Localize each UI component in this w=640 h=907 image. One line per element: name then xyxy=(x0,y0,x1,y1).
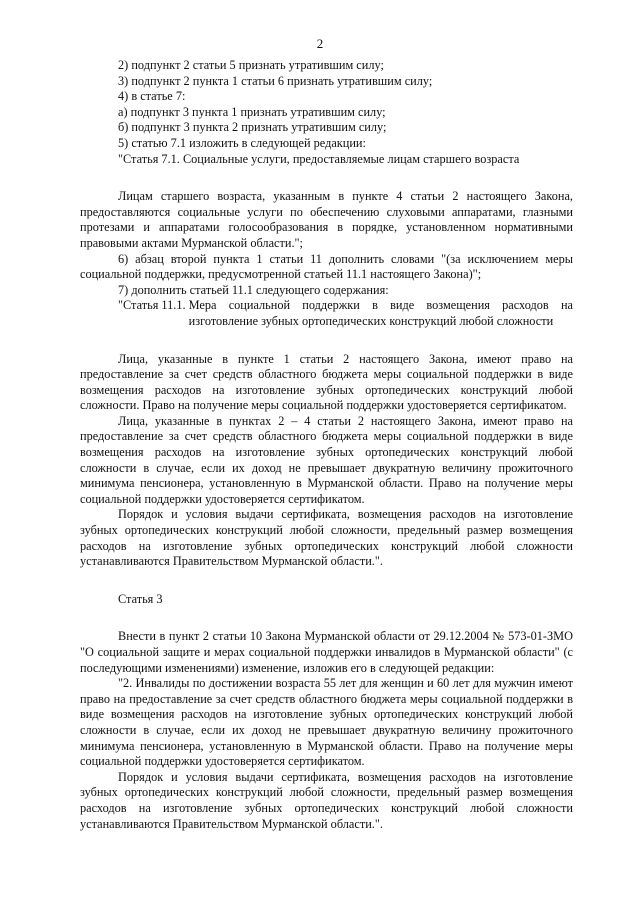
list-item: 4) в статье 7: xyxy=(118,89,186,104)
paragraph-certificate-order: Порядок и условия выдачи сертификата, возмещения расходов на изготовление зубных ортопедических конструкций любой сложности, предельный размер возмещения расходов на изготовление зубных ортопедических конструкций любой сложности устанавливаются Правительством Мурманской области.". xyxy=(80,507,573,569)
page-number: 2 xyxy=(316,36,324,51)
list-item: 5) статью 7.1 изложить в следующей редакции: xyxy=(118,135,366,150)
list-item: б) подпункт 3 пункта 2 признать утратившим силу; xyxy=(118,120,387,135)
spacer xyxy=(80,570,573,592)
article-3-heading: Статья 3 xyxy=(118,591,163,606)
article-11-1-number: "Статья 11.1. xyxy=(118,298,189,313)
document-body xyxy=(80,58,573,832)
paragraph-elderly-services: Лицам старшего возраста, указанным в пункте 4 статьи 2 настоящего Закона, предоставляются социальные услуги по обеспечению слуховыми аппаратами, глазными протезами и аппаратами голосообразования в порядке, установленном нормативными правовыми актами Мурманской области."; xyxy=(80,189,573,250)
paragraph-disabled-persons: "2. Инвалиды по достижении возраста 55 лет для женщин и 60 лет для мужчин имеют право на предоставление за счет средств областного бюджета меры социальной поддержки в виде возмещения расходов на изготовление зубных ортопедических конструкций любой сложности в случае, если их доход не превышает двукратную величину прожиточного минимума пенсионера, установленную в Мурманской области. Право на получение меры социальной поддержки удостоверяется сертификатом. xyxy=(80,676,573,769)
list-item: 2) подпункт 2 статьи 5 признать утратившим силу; xyxy=(118,58,384,72)
list-item: 7) дополнить статьей 11.1 следующего содержания: xyxy=(118,282,389,297)
list-item: 6) абзац второй пункта 1 статьи 11 дополнить словами "(за исключением меры социальной поддержки, предусмотренной статьей 11.1 настоящего Закона)"; xyxy=(80,251,573,282)
article-7-1-title: "Статья 7.1. Социальные услуги, предоставляемые лицам старшего возраста xyxy=(118,151,520,166)
spacer xyxy=(80,167,573,189)
paragraph-right-points-2-4: Лица, указанные в пунктах 2 – 4 статьи 2 настоящего Закона, имеют право на предоставление за счет средств областного бюджета меры социальной поддержки в виде возмещения расходов на изготовление зубных ортопедических конструкций любой сложности в случае, если их доход не превышает двукратную величину прожиточного минимума пенсионера, установленную в Мурманской области. Право на получение меры социальной поддержки удостоверяется сертификатом. xyxy=(80,413,573,506)
article-11-1-title: Мера социальной поддержки в виде возмещения расходов на изготовление зубных ортопедических конструкций любой сложности xyxy=(188,298,573,328)
paragraph-certificate-order-2: Порядок и условия выдачи сертификата, возмещения расходов на изготовление зубных ортопедических конструкций любой сложности, предельный размер возмещения расходов на изготовление зубных ортопедических конструкций любой сложности устанавливаются Правительством Мурманской области.". xyxy=(80,769,573,831)
spacer xyxy=(80,330,573,352)
paragraph-right-point-1: Лица, указанные в пункте 1 статьи 2 настоящего Закона, имеют право на предоставление за счет средств областного бюджета меры социальной поддержки в виде возмещения расходов на изготовление зубных ортопедических конструкций любой сложности. Право на получение меры социальной поддержки удостоверяется сертификатом. xyxy=(80,351,573,413)
paragraph-amendment-intro: Внести в пункт 2 статьи 10 Закона Мурманской области от 29.12.2004 № 573-01-ЗМО "О социальной защите и мерах социальной поддержки инвалидов в Мурманской области" (с последующими изменениями) изменение, изложив его в следующей редакции: xyxy=(80,629,573,675)
spacer xyxy=(80,607,573,629)
list-item: 3) подпункт 2 пункта 1 статьи 6 признать утратившим силу; xyxy=(118,73,433,88)
article-11-1-heading xyxy=(80,298,573,329)
list-item: а) подпункт 3 пункта 1 признать утратившим силу; xyxy=(118,104,386,119)
